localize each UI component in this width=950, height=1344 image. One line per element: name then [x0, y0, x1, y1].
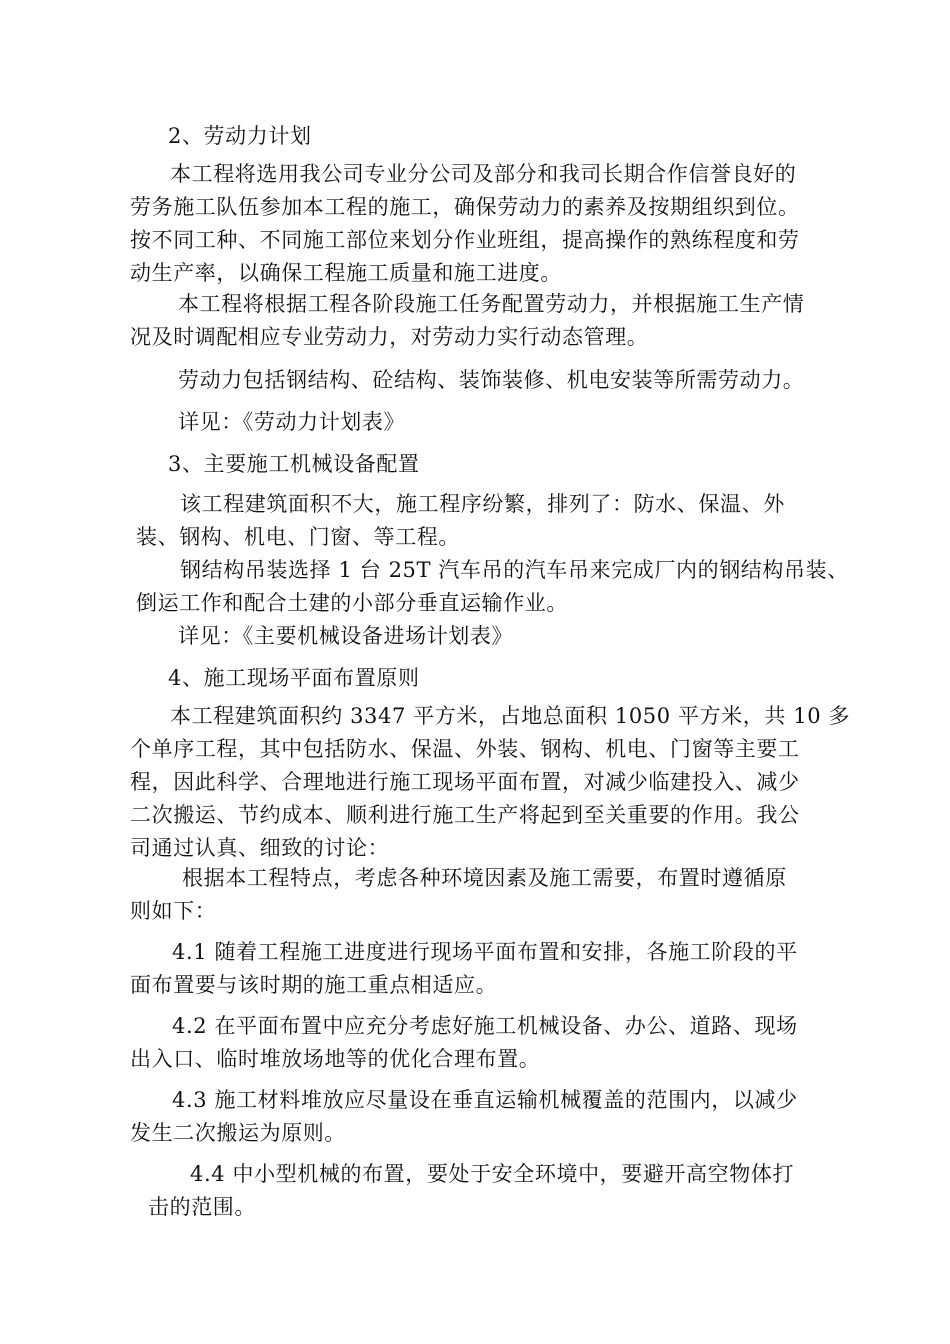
section-4-item-4 [148, 1158, 794, 1224]
section-2-paragraph-3 [178, 364, 804, 397]
section-2-paragraph-1 [130, 158, 800, 290]
section-2-heading [168, 120, 312, 153]
item-line: 4.2 在平面布置中应充分考虑好施工机械设备、办公、道路、现场 [172, 1014, 798, 1038]
item-line: 发生二次搬运为原则。 [130, 1121, 346, 1145]
section-3-heading [168, 448, 420, 481]
item-line: 击的范围。 [148, 1195, 256, 1219]
item-line: 4.4 中小型机械的布置，要处于安全环境中，要避开高空物体打 [190, 1162, 795, 1186]
reference-line: 详见：《主要机械设备进场计划表》 [178, 624, 514, 648]
section-3-paragraph-1 [136, 488, 785, 554]
paragraph-line: 二次搬运、节约成本、顺利进行施工生产将起到至关重要的作用。我公 [130, 803, 800, 827]
paragraph-line: 个单序工程，其中包括防水、保温、外装、钢构、机电、门窗等主要工 [130, 737, 800, 761]
heading-text: 3、主要施工机械设备配置 [168, 452, 420, 476]
paragraph-line: 倒运工作和配合土建的小部分垂直运输作业。 [136, 591, 568, 615]
item-line: 4.1 随着工程施工进度进行现场平面布置和安排，各施工阶段的平 [172, 940, 798, 964]
item-line: 出入口、临时堆放场地等的优化合理布置。 [130, 1047, 541, 1071]
section-4-paragraph-2 [130, 862, 787, 928]
paragraph-line: 况及时调配相应专业劳动力，对劳动力实行动态管理。 [130, 325, 649, 349]
section-3-paragraph-2 [136, 554, 849, 620]
heading-text: 4、施工现场平面布置原则 [168, 666, 420, 690]
item-line: 4.3 施工材料堆放应尽量设在垂直运输机械覆盖的范围内，以减少 [172, 1088, 798, 1112]
paragraph-line: 本工程将根据工程各阶段施工任务配置劳动力，并根据施工生产情 [178, 292, 805, 316]
paragraph-line: 程，因此科学、合理地进行施工现场平面布置，对减少临建投入、减少 [130, 770, 800, 794]
section-2-paragraph-2 [130, 288, 804, 354]
section-3-reference [178, 620, 513, 653]
item-line: 面布置要与该时期的施工重点相适应。 [130, 973, 498, 997]
paragraph-line: 劳务施工队伍参加本工程的施工，确保劳动力的素养及按期组织到位。 [130, 195, 800, 219]
reference-line: 详见：《劳动力计划表》 [178, 410, 406, 434]
section-4-heading [168, 662, 420, 695]
section-4-item-3 [130, 1084, 798, 1150]
heading-text: 2、劳动力计划 [168, 124, 312, 148]
paragraph-line: 司通过认真、细致的讨论： [130, 836, 390, 860]
section-2-reference [178, 406, 405, 439]
section-4-paragraph-1 [130, 700, 850, 865]
paragraph-line: 则如下： [130, 899, 217, 923]
paragraph-line: 装、钢构、机电、门窗、等工程。 [136, 525, 460, 549]
paragraph-line: 本工程将选用我公司专业分公司及部分和我司长期合作信誉良好的 [170, 162, 797, 186]
paragraph-line: 根据本工程特点，考虑各种环境因素及施工需要，布置时遵循原 [182, 866, 787, 890]
paragraph-line: 按不同工种、不同施工部位来划分作业班组，提高操作的熟练程度和劳 [130, 228, 800, 252]
paragraph-line: 该工程建筑面积不大，施工程序纷繁，排列了：防水、保温、外 [180, 492, 785, 516]
paragraph-line: 本工程建筑面积约 3347 平方米，占地总面积 1050 平方米，共 10 多 [170, 704, 851, 728]
paragraph-line: 劳动力包括钢结构、砼结构、装饰装修、机电安装等所需劳动力。 [178, 368, 805, 392]
paragraph-line: 钢结构吊装选择 1 台 25T 汽车吊的汽车吊来完成厂内的钢结构吊装、 [180, 558, 849, 582]
paragraph-line: 动生产率，以确保工程施工质量和施工进度。 [130, 261, 562, 285]
section-4-item-2 [130, 1010, 798, 1076]
section-4-item-1 [130, 936, 798, 1002]
